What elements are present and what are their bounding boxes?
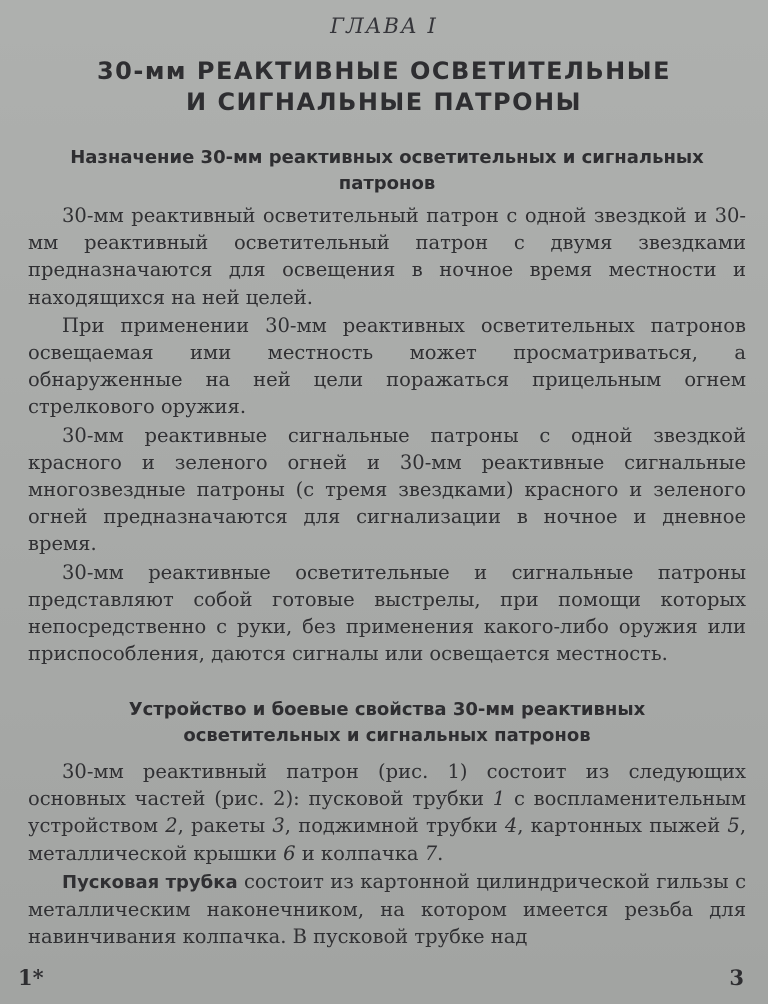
- text-run: состоит из картонной цилиндрической гильзы с металлическим наконечником, на котором имеется резьба для навинчивания колпачка. В пусковой трубке над: [28, 869, 746, 949]
- paragraph: 30-мм реактивные сигнальные патроны с одной звездкой красного и зеленого огней и 30-мм реактивные сигнальные многозвездные патроны (с тремя звездками) красного и зеленого огней предназначаются для сигнализации в ночное и дневное время.: [28, 423, 746, 556]
- text-run: и колпачка: [295, 841, 425, 865]
- part-number: 4: [504, 814, 518, 838]
- bold-term: Пусковая трубка: [62, 871, 238, 893]
- chapter-title-line-2: И СИГНАЛЬНЫЕ ПАТРОНЫ: [186, 88, 582, 116]
- part-number: 3: [272, 814, 285, 838]
- text-run: , картонных пыжей: [517, 814, 728, 838]
- section-heading-design: [28, 697, 746, 749]
- paragraph: [28, 868, 746, 951]
- text-run: .: [437, 841, 444, 865]
- section-body-purpose: [28, 202, 746, 667]
- text-run: с воспламенительным устройством: [28, 787, 746, 838]
- chapter-label: ГЛАВА I: [330, 14, 438, 38]
- chapter-title-line-1: 30-мм РЕАКТИВНЫЕ ОСВЕТИТЕЛЬНЫЕ: [96, 57, 672, 85]
- part-number: 7: [424, 841, 438, 865]
- paragraph: [28, 758, 746, 867]
- text-run: , металлической крышки: [28, 814, 747, 865]
- part-number: 6: [283, 841, 296, 865]
- paragraph: 30-мм реактивные осветительные и сигнальные патроны представляют собой готовые выстрелы, при помощи которых непосредственно с руки, без применения какого-либо оружия или приспособления, даются сигналы или освещается местность.: [28, 560, 746, 666]
- part-number: 2: [165, 814, 178, 838]
- section-heading-line: патронов: [338, 173, 436, 194]
- paragraph: При применении 30-мм реактивных осветительных патронов освещаемая ими местность может просматриваться, а обнаруженные на ней цели поражаться прицельным огнем стрелкового оружия.: [28, 313, 746, 419]
- part-number: 5: [727, 814, 740, 838]
- section-heading-line: Устройство и боевые свойства 30-мм реактивных: [128, 699, 646, 720]
- text-run: , ракеты: [177, 814, 273, 838]
- signature-mark: 1*: [18, 965, 44, 990]
- page-number: 3: [729, 965, 744, 990]
- section-body-design: [28, 758, 746, 950]
- text-run: , поджимной трубки: [284, 814, 505, 838]
- section-heading-purpose: [28, 145, 746, 197]
- section-heading-line: осветительных и сигнальных патронов: [183, 725, 591, 746]
- section-heading-line: Назначение 30-мм реактивных осветительных и сигнальных: [70, 147, 704, 168]
- chapter-title: [0, 56, 768, 118]
- text-run: 30-мм реактивный патрон (рис. 1) состоит из следующих основных частей (рис. 2): пусковой трубки: [28, 760, 746, 811]
- paragraph: 30-мм реактивный осветительный патрон с одной звездкой и 30-мм реактивный осветительный патрон с двумя звездками предназначаются для освещения в ночное время местности и находящихся на ней целей.: [28, 204, 746, 309]
- part-number: 1: [492, 787, 506, 811]
